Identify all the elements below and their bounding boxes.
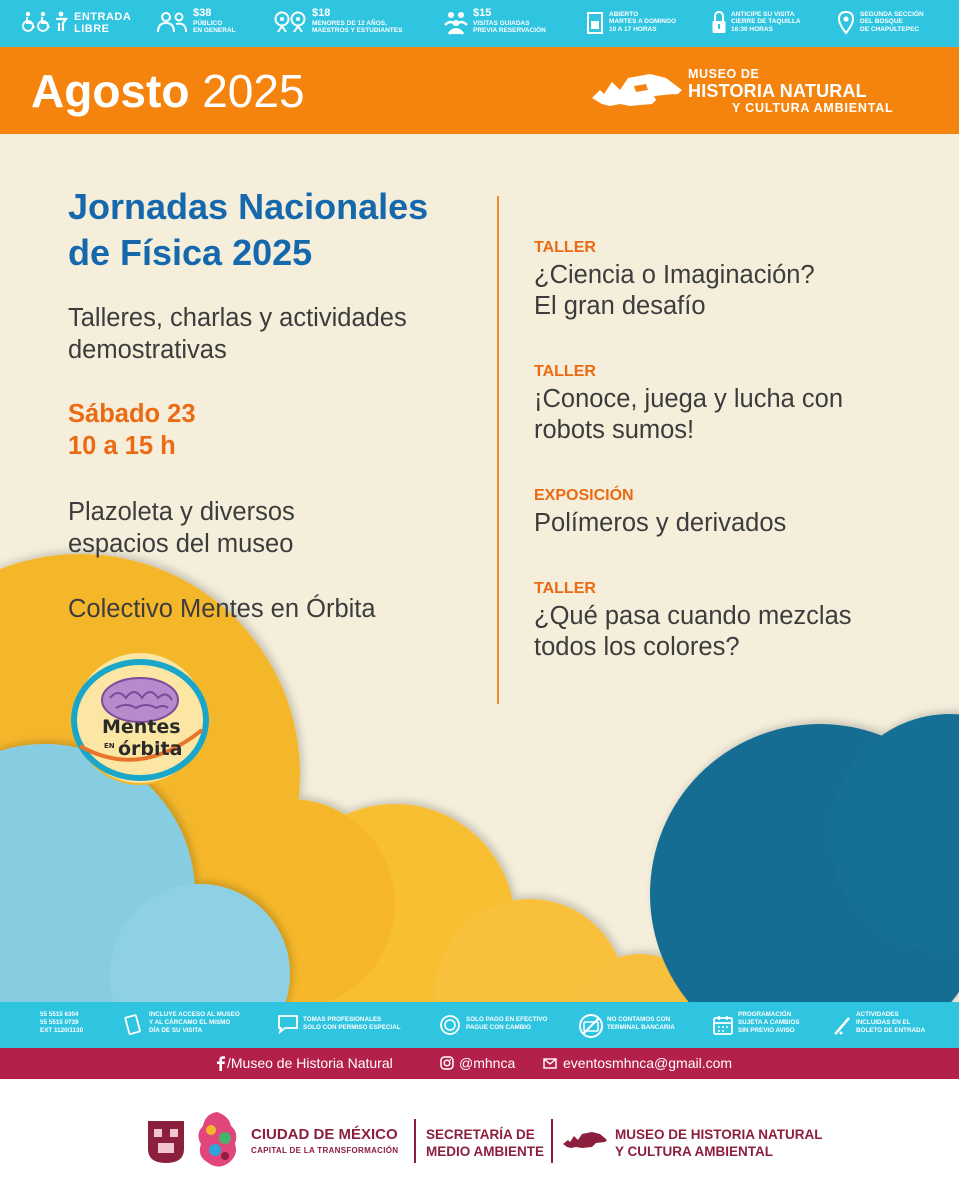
coin-icon <box>439 1014 461 1036</box>
email-icon[interactable] <box>543 1058 557 1069</box>
cdmx-name: CIUDAD DE MÉXICO <box>251 1126 398 1143</box>
mentes-en-orbita-logo <box>66 650 216 790</box>
note-cash-only: SOLO PAGO EN EFECTIVO PAGUE CON CAMBIO <box>466 1016 548 1031</box>
activity-item: TALLER ¿Ciencia o Imaginación? El gran desafío <box>534 239 815 320</box>
museum-logo-line3: Y CULTURA AMBIENTAL <box>732 101 894 115</box>
door-icon <box>586 11 604 35</box>
museum-logo-line1: MUSEO DE <box>688 67 760 81</box>
museum-skull-icon <box>562 1129 608 1151</box>
pencil-icon <box>833 1014 853 1036</box>
activity-item: TALLER ¡Conoce, juega y lucha con robots sumos! <box>534 363 844 444</box>
activity-type: EXPOSICIÓN <box>534 487 634 504</box>
no-card-icon <box>578 1014 604 1038</box>
email-link[interactable]: eventosmhnca@gmail.com <box>563 1055 733 1071</box>
footer-separator <box>551 1119 553 1163</box>
event-title: Jornadas Nacionales de Física 2025 <box>68 186 429 273</box>
lock-icon <box>711 11 727 35</box>
footer-separator <box>414 1119 416 1163</box>
cdmx-slogan: CAPITAL DE LA TRANSFORMACIÓN <box>251 1146 399 1155</box>
cdmx-map-logo-icon <box>195 1110 241 1170</box>
museum-logo-line2: HISTORIA NATURAL <box>688 81 867 101</box>
children-icon <box>273 11 307 33</box>
activity-name: ¿Qué pasa cuando mezclas <box>534 602 852 630</box>
note-professional-photos: TOMAS PROFESIONALES SOLO CON PERMISO ESPECIAL <box>303 1016 401 1031</box>
price-value: $18 <box>312 7 331 19</box>
calendar-icon <box>712 1014 734 1036</box>
logo-word-mentes: Mentes <box>102 716 181 738</box>
activity-item <box>534 486 786 539</box>
event-organizer: Colectivo Mentes en Órbita <box>68 595 376 623</box>
accessibility-icons <box>22 11 70 33</box>
phone-numbers: 55 5515 6304 55 5515 0739 EXT 1120/1130 <box>40 1011 84 1034</box>
activity-type: TALLER <box>534 239 596 256</box>
logo-word-orbita: órbita <box>118 738 183 760</box>
event-subtitle: Talleres, charlas y actividades demostrativas <box>68 304 407 364</box>
people-icon <box>156 11 188 33</box>
note-activities-included: ACTIVIDADES INCLUIDAS EN EL BOLETO DE ENTRADA <box>856 1011 926 1034</box>
camera-chat-icon <box>277 1014 299 1034</box>
logo-word-en: EN <box>104 742 115 750</box>
sedema-name: SECRETARÍA DE MEDIO AMBIENTE <box>426 1127 544 1159</box>
year-label: 2025 <box>202 65 305 117</box>
event-date: Sábado 23 10 a 15 h <box>68 400 196 460</box>
price-value: $38 <box>193 7 212 19</box>
bottom-info-bar <box>0 1002 959 1048</box>
note-schedule-changes: PROGRAMACIÓN SUJETA A CAMBIOS SIN PREVIO AVISO <box>738 1011 800 1034</box>
activity-name: ¿Ciencia o Imaginación? <box>534 261 815 289</box>
free-entry-label: ENTRADA LIBRE <box>74 11 132 36</box>
activity-name: ¡Conoce, juega y lucha con <box>534 385 844 413</box>
activity-item: TALLER ¿Qué pasa cuando mezclas todos los colores? <box>534 580 852 661</box>
ticket-icon <box>124 1014 144 1036</box>
cdmx-shield-icon <box>146 1119 186 1165</box>
social-bar <box>0 1048 959 1079</box>
facebook-icon[interactable] <box>216 1056 225 1071</box>
page-month-title <box>31 64 305 118</box>
top-info-bar: ENTRADA LIBRE $38 PÚBLICO EN GENERAL $18 MENORES DE 12 AÑOS, MAESTROS Y ESTUDIANTES $15 VISITAS GUIADAS PREVIA RESERVACIÓN ABIERTO MARTES A DOMINGO 10 A 17 HORAS ANTICIPE SU VISITA CIERRE DE TAQUILLA 16:30 HORAS SEGUNDA SECCIÓN DEL BOSQUE DE CHAPULTEPEC <box>0 0 959 47</box>
note-no-card-terminal: NO CONTAMOS CON TERMINAL BANCARIA <box>607 1016 675 1031</box>
instagram-link[interactable]: @mhnca <box>459 1055 516 1071</box>
note-museum-access: INCLUYE ACCESO AL MUSEO Y AL CÁRCAMO EL MISMO DÍA DE SU VISITA <box>149 1011 240 1034</box>
column-divider <box>497 196 499 704</box>
location-pin-icon <box>837 11 855 35</box>
activity-name: Polímeros y derivados <box>534 509 787 537</box>
museum-footer-name: MUSEO DE HISTORIA NATURAL Y CULTURA AMBIENTAL <box>615 1127 823 1159</box>
instagram-icon[interactable] <box>440 1056 454 1070</box>
activity-type: TALLER <box>534 363 596 380</box>
group-icon <box>443 11 469 35</box>
museum-logo <box>590 66 920 116</box>
price-value: $15 <box>473 7 492 19</box>
skull-logo-icon <box>590 66 686 116</box>
activity-type: TALLER <box>534 580 596 597</box>
event-location: Plazoleta y diversos espacios del museo <box>68 498 295 558</box>
facebook-link[interactable]: /Museo de Historia Natural <box>227 1055 393 1071</box>
month-label: Agosto <box>31 65 190 117</box>
